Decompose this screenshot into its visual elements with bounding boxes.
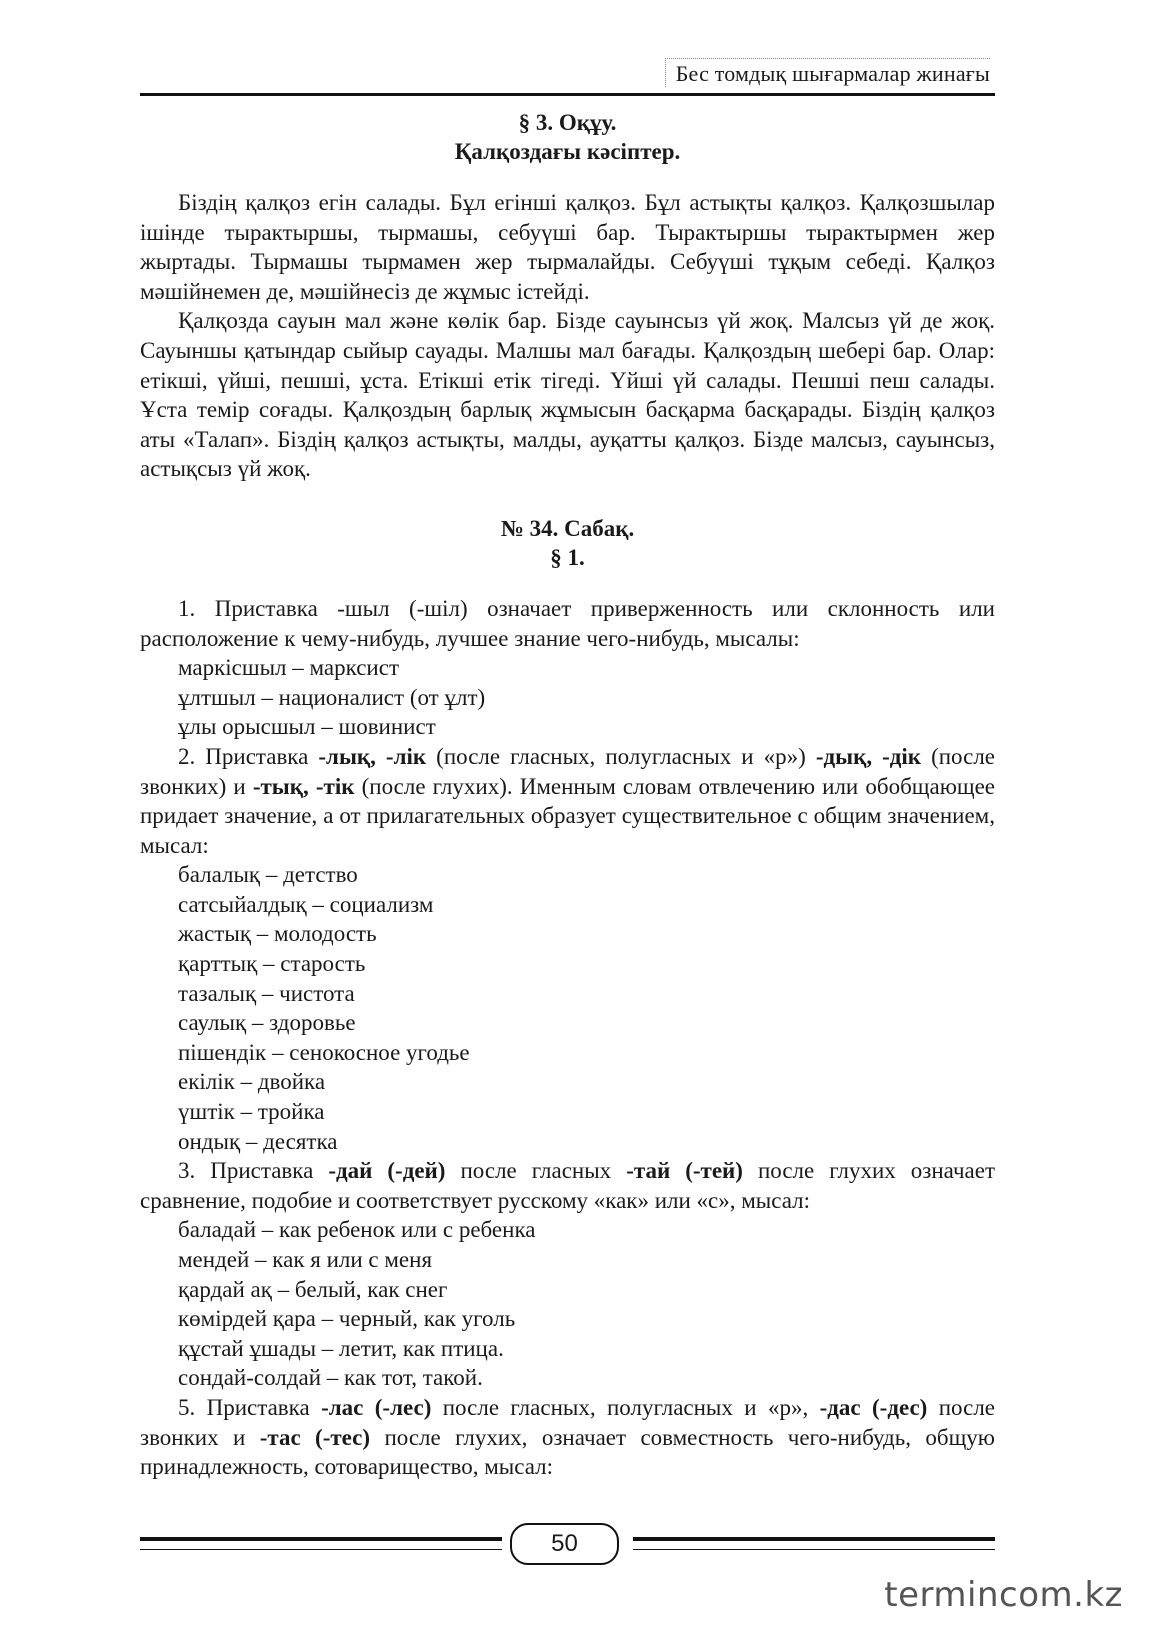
example-line: тазалық – чистота — [178, 980, 355, 1006]
header-rule — [140, 93, 995, 96]
example-line: үштік – тройка — [178, 1099, 325, 1125]
lesson-subheading: § 1. — [550, 544, 585, 570]
example-line: қарттық – старость — [178, 951, 366, 977]
rule-item-5: 5. Приставка -лас (-лес) после гласных, полугласных и «р», -дас (-дес) после звонких и -тас (-тес) после глухих, означает совместность чего-нибудь, общую принадлежность, сотоварищество, мысал: — [140, 1394, 996, 1480]
example-line: құстай ұшады – летит, как птица. — [178, 1335, 504, 1361]
page-number: 50 — [510, 1523, 619, 1565]
footer-rule-right — [633, 1537, 995, 1550]
footer-rule-left — [140, 1537, 502, 1550]
example-line: балалық – детство — [178, 862, 358, 888]
suffix-bold: -дас (-дес) — [819, 1394, 928, 1420]
examples-list-2 — [140, 860, 995, 1156]
page-footer — [140, 1523, 995, 1563]
example-line: сондай-солдай – как тот, такой. — [178, 1365, 483, 1391]
example-line: маркісшыл – марксист — [178, 655, 400, 681]
paragraph: Қалқозда сауын мал және көлік бар. Бізде сауынсыз үй жоқ. Малсыз үй де жоқ. Сауыншы қатындар сыйыр сауады. Малшы мал бағады. Қалқоздың шебері бар. Олар: етікші, үйші, пешші, ұста. Етікші етік тігеді. Үйші үй салады. Пешші пеш салады. Ұста темір соғады. Қалқоздың барлық жұмысын басқарма басқарады. Біздің қалқоз аты «Талап». Біздің қалқоз астықты, малды, ауқатты қалқоз. Бізде малсыз, сауынсыз, астықсыз үй жоқ. — [140, 308, 995, 482]
watermark-logo: termincom.kz — [884, 1575, 1123, 1615]
section-subheading: Қалқоздағы кәсіптер. — [454, 139, 681, 164]
example-line: екілік – двойка — [178, 1069, 326, 1095]
lesson-heading: № 34. Сабақ. — [500, 515, 635, 541]
example-line: қардай ақ – белый, как снег — [178, 1276, 448, 1302]
example-line: саулық – здоровье — [178, 1010, 356, 1036]
examples-list-3 — [140, 1215, 995, 1393]
example-line: ондық – десятка — [178, 1128, 338, 1154]
suffix-bold: -лық, -лік — [318, 743, 427, 769]
suffix-bold: -тық, -тік — [252, 773, 355, 799]
rule-item-3: 3. Приставка -дай (-дей) после гласных -тай (-тей) после глухих означает сравнение, подобие и соответствует русскому «как» или «с», мысал: — [140, 1158, 996, 1213]
example-line: жастық – молодость — [178, 921, 377, 947]
suffix-bold: -лас (-лес) — [321, 1394, 432, 1420]
example-line: сатсыйалдық – социализм — [178, 891, 434, 917]
example-line: ұлы орысшыл – шовинист — [178, 714, 436, 740]
running-title: Бес томдық шығармалар жинағы — [665, 58, 990, 87]
suffix-bold: -дай (-дей) — [328, 1158, 446, 1184]
example-line: пішендік – сенокосное угодье — [178, 1039, 470, 1065]
example-line: мендей – как я или с меня — [178, 1247, 433, 1272]
suffix-bold: -тас (-тес) — [259, 1424, 371, 1450]
rule-item-1: 1. Приставка -шыл (-шіл) означает приверженность или склонность или расположение к чему-нибудь, лучшее знание чего-нибудь, мысалы: — [140, 595, 995, 651]
page-content — [140, 108, 995, 1482]
example-line: ұлтшыл – националист (от ұлт) — [178, 684, 486, 710]
rule-item-2: 2. Приставка -лық, -лік (после гласных, полугласных и «р») -дық, -дік (после звонких) и -тық, -тік (после глухих). Именным словам отвлечению или обобщающее придает значение, а от прилагательных образует существительное с общим значением, мысал: — [140, 743, 996, 858]
section-heading: § 3. Оқұу. — [518, 110, 617, 135]
paragraph: Біздің қалқоз егін салады. Бұл егінші қалқоз. Бұл астықты қалқоз. Қалқозшылар ішінде тырактыршы, тырмашы, себуүші бар. Тырактыршы тырактырмен жер жыртады. Тырмашы тырмамен жер тырмалайды. Себуүші тұқым себеді. Қалқоз мәшійнемен де, мәшійнесіз де жұмыс істейді. — [140, 190, 995, 304]
page-header — [140, 52, 995, 96]
suffix-bold: -дық, -дік — [815, 743, 922, 769]
example-line: баладай – как ребенок или с ребенка — [178, 1217, 536, 1243]
example-line: көмірдей қара – черный, как уголь — [178, 1306, 516, 1332]
suffix-bold: -тай (-тей) — [626, 1158, 743, 1184]
examples-list-1 — [140, 653, 995, 742]
